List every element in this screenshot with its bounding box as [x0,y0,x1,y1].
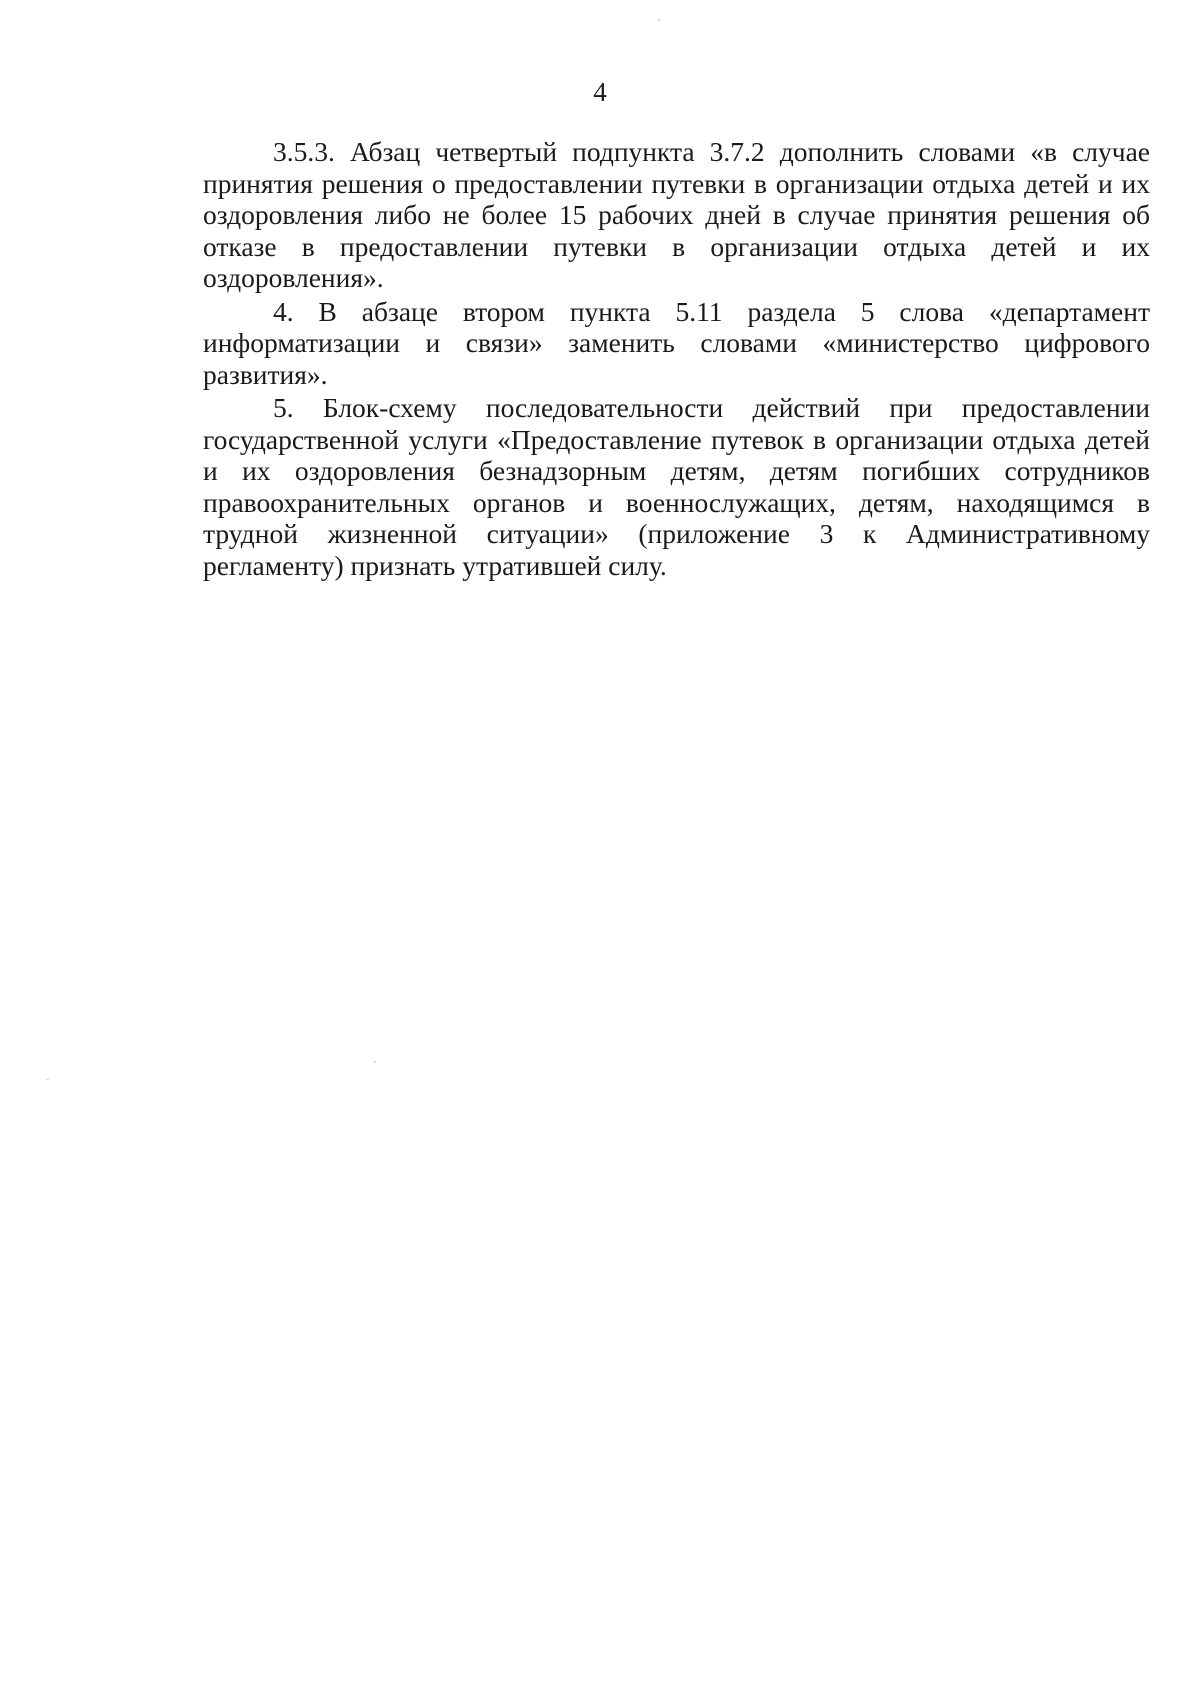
scan-speck [658,19,660,21]
paragraph-3-5-3: 3.5.3. Абзац четвертый подпункта 3.7.2 дополнить словами «в случае принятия решения о предоставлении путевки в организации отдыха детей и их оздоровления либо не более 15 рабочих дней в случае принятия решения об отказе в предоставлении путевки в организации отдыха детей и их оздоровления». [203,136,1150,293]
paragraph-4: 4. В абзаце втором пункта 5.11 раздела 5 слова «департамент информатизации и связи» заменить словами «министерство цифрового развития». [203,295,1150,390]
paragraph-5: 5. Блок-схему последовательности действий при предоставлении государственной услуги «Предоставление путевок в организации отдыха детей и их оздоровления безнадзорным детям, детям погибших сотрудников правоохранительных органов и военнослужащих, детям, находящимся в трудной жизненной ситуации» (приложение 3 к Административному регламенту) признать утратившей силу. [203,392,1150,581]
scan-speck [46,1079,49,1080]
document-body [203,136,1150,583]
scan-speck [374,1061,376,1063]
page-number: 4 [593,77,607,107]
